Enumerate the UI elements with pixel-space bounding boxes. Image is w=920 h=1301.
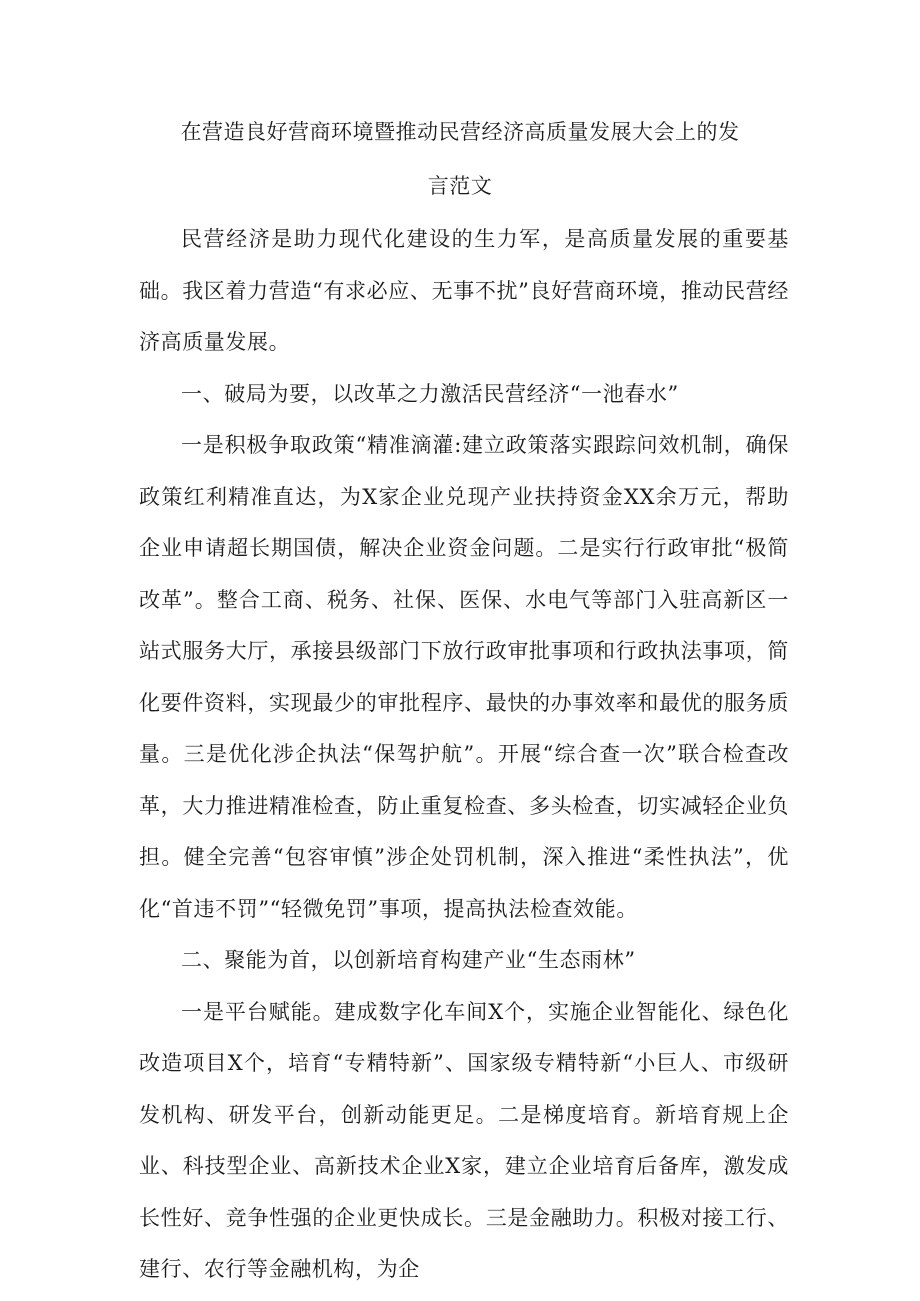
intro-paragraph: 民营经济是助力现代化建设的生力军，是高质量发展的重要基础。我区着力营造“有求必应、无事不扰”良好营商环境，推动民营经济高质量发展。 [139, 227, 789, 354]
section-1-paragraph: 一是积极争取政策“精准滴灌:建立政策落实跟踪问效机制，确保政策红利精准直达，为X家企业兑现产业扶持资金XX余万元，帮助企业申请超长期国债，解决企业资金问题。二是实行行政审批“极简改革”。整合工商、税务、社保、医保、水电气等部门入驻高新区一站式服务大厅，承接县级部门下放行政审批事项和行政执法事项，简化要件资料，实现最少的审批程序、最快的办事效率和最优的服务质量。三是优化涉企执法“保驾护航”。开展“综合查一次”联合检查改革，大力推进精准检查，防止重复检查、多头检查，切实减轻企业负担。健全完善“包容审慎”涉企处罚机制，深入推进“柔性执法”，优化“首违不罚”“轻微免罚”事项，提高执法检查效能。 [139, 433, 789, 921]
document-title-line-1: 在营造良好营商环境暨推动民营经济高质量发展大会上的发 [180, 120, 740, 144]
section-heading-2: 二、聚能为首，以创新培育构建产业“生态雨林” [181, 948, 636, 972]
document-title-line-2: 言范文 [427, 174, 493, 198]
document-body [139, 214, 789, 1296]
section-2-paragraph: 一是平台赋能。建成数字化车间X个，实施企业智能化、绿色化改造项目X个，培育“专精特新”、国家级专精特新“小巨人、市级研发机构、研发平台，创新动能更足。二是梯度培育。新培育规上企业、科技型企业、高新技术企业X家，建立企业培育后备库，激发成长性好、竞争性强的企业更快成长。三是金融助力。积极对接工行、建行、农行等金融机构，为企 [139, 999, 789, 1281]
section-heading-1: 一、破局为要，以改革之力激活民营经济“一池春水” [181, 381, 679, 406]
